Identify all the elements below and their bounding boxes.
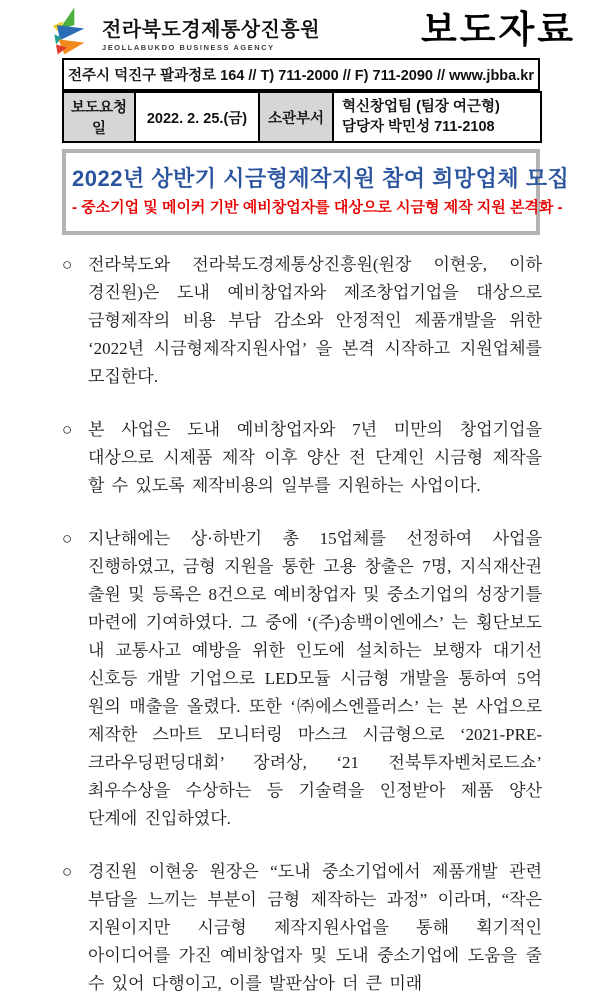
paragraph-text: 지난해에는 상·하반기 총 15업체를 선정하여 사업을 진행하였고, 금형 지원을 통한 고용 창출은 7명, 지식재산권 출원 및 등록은 8건으로 예비창업자 및 중소기업의 성장기틀 마련에 기여하였다. 그 중에 ‘(주)송백이엔에스’ 는 횡단보도 내 교통사고 예방을 위한 인도에 설치하는 보행자 대기선 신호등 개발 기업으로 LED모듈 시금형 개발을 통하여 5억 원의 매출을 올렸다. 또한 ‘㈜에스엔플러스’ 는 본 사업으로 제작한 스마트 모니터링 마스크 시금형으로 ‘2021-PRE-크라우딩펀딩대회’ 장려상, ‘21 전북투자벤처로드쇼’ 최우수상을 수상하는 등 기술력을 인정받아 제품 양산 단계에 진입하였다. — [88, 529, 542, 828]
department-team-line: 혁신창업팀 (팀장 여근형) — [342, 99, 500, 115]
headline-box — [62, 149, 570, 235]
press-paragraph — [62, 525, 542, 833]
press-paragraph — [62, 858, 542, 998]
table-row — [63, 92, 541, 142]
request-date-label: 보도요청일 — [63, 92, 135, 142]
agency-name-korean: 전라북도경제통상진흥원 — [102, 19, 321, 41]
paragraph-bullet: ○ — [62, 420, 73, 439]
headline-subtitle: - 중소기업 및 메이커 기반 예비창업자를 대상으로 시금형 제작 지원 본격화 - — [72, 199, 563, 216]
paragraph-bullet: ○ — [62, 862, 73, 881]
body-paragraphs — [62, 251, 542, 998]
contact-address-bar: 전주시 덕진구 팔과정로 164 // T) 711-2000 // F) 711-2090 // www.jbba.kr — [62, 58, 540, 91]
paragraph-bullet: ○ — [62, 529, 73, 548]
agency-name-english: JEOLLABUKDO BUSINESS AGENCY — [102, 43, 275, 52]
agency-logo-icon — [46, 6, 96, 56]
press-paragraph — [62, 251, 542, 391]
press-info-table — [62, 91, 542, 143]
document-type-title: 보도자료 — [421, 9, 576, 50]
request-date-value: 2022. 2. 25.(금) — [135, 92, 259, 142]
agency-logo — [46, 6, 320, 56]
page-header — [0, 0, 600, 56]
department-value — [333, 92, 541, 142]
press-paragraph — [62, 416, 542, 500]
paragraph-text: 본 사업은 도내 예비창업자와 7년 미만의 창업기업을 대상으로 시제품 제작 이후 양산 전 단계인 시금형 제작을 할 수 있도록 제작비용의 일부를 지원하는 사업이다. — [88, 420, 542, 495]
headline-title: 2022년 상반기 시금형제작지원 참여 희망업체 모집 — [72, 166, 570, 191]
paragraph-text: 전라북도와 전라북도경제통상진흥원(원장 이현웅, 이하 경진원)은 도내 예비창업자와 제조창업기업을 대상으로 금형제작의 비용 부담 감소와 안정적인 제품개발을 위한 ‘2022년 시금형제작지원사업’ 을 본격 시작하고 지원업체를 모집한다. — [88, 255, 542, 386]
department-contact-line: 담당자 박민성 711-2108 — [342, 119, 495, 135]
department-label: 소관부서 — [259, 92, 333, 142]
agency-name-block — [102, 10, 320, 52]
paragraph-bullet: ○ — [62, 255, 73, 274]
paragraph-text: 경진원 이현웅 원장은 “도내 중소기업에서 제품개발 관련 부담을 느끼는 부분이 금형 제작하는 과정” 이라며, “작은 지원이지만 시금형 제작지원사업을 통해 획기적인 아이디어를 가진 예비창업자 및 도내 중소기업에 도움을 줄 수 있어 다행이고, 이를 발판삼아 더 큰 미래 — [88, 862, 542, 993]
